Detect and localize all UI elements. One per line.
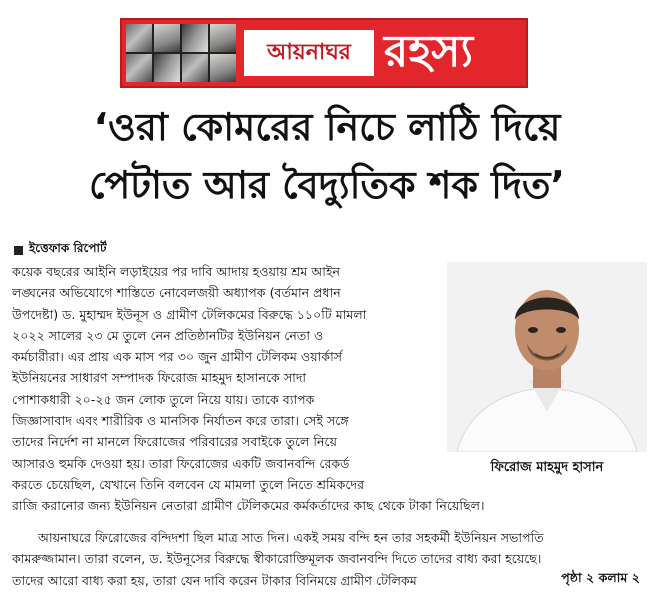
body-line: রাজি করানোর জন্য ইউনিয়ন নেতারা গ্রামীণ টেলিকমের কর্মকর্তাদের কাছ থেকে টাকা নিয়েছিল। xyxy=(12,498,485,514)
body-line: উপদেষ্টা) ড. মুহাম্মদ ইউনূস ও গ্রামীণ টেলিকমের বিরুদ্ধে ১১০টি মামলা xyxy=(12,306,367,322)
body-line: কামরুজ্জামান। তারা বলেন, ড. ইউনূসের বিরুদ্ধে স্বীকারোক্তিমূলক জবানবন্দি দিতে তাদের বাধ্য করা হয়েছে। xyxy=(12,551,542,567)
headline-line-1: ‘ওরা কোমরের নিচে লাঠি দিয়ে xyxy=(93,105,561,149)
body-line: কয়েক বছরের আইনি লড়াইয়ের পর দাবি আদায় হওয়ায় শ্রম আইন xyxy=(12,264,341,279)
photo-collage xyxy=(126,24,236,82)
headline xyxy=(20,98,634,214)
body-line: জিজ্ঞাসাবাদ এবং শারীরিক ও মানসিক নির্যাতন করে তারা। সেই সঙ্গে xyxy=(12,413,349,429)
masthead-prefix: আয়নাঘর xyxy=(267,39,351,65)
photo-caption: ফিরোজ মাহমুদ হাসান xyxy=(490,460,604,475)
byline-text: ইত্তেফাক রিপোর্ট xyxy=(29,241,107,255)
masthead-title: রহস্য xyxy=(384,25,474,77)
body-line: করতে চেয়েছিল, যেখানে তিনি বলবেন যে মামলা তুলে নিতে শ্রমিকদের xyxy=(12,476,365,492)
continuation-reference: পৃষ্ঠা ২ কলাম ২ xyxy=(555,570,640,590)
body-line: লঙ্ঘনের অভিযোগে শাস্তিতে নোবেলজয়ী অধ্যাপক (বর্তমান প্রধান xyxy=(12,285,341,301)
byline xyxy=(14,240,107,260)
body-line: কর্মচারীরা। এর প্রায় এক মাস পর ৩০ জুন গ্রামীণ টেলিকম ওয়ার্কার্স xyxy=(12,349,343,365)
body-line: ২০২২ সালের ২৩ মে তুলে নেন প্রতিষ্ঠানটির ইউনিয়ন নেতা ও xyxy=(12,327,324,343)
square-bullet-icon xyxy=(14,246,23,255)
portrait-photo xyxy=(447,262,647,452)
headline-line-2: পেটাত আর বৈদ্যুতিক শক দিত’ xyxy=(89,163,565,207)
body-line: পোশাকধারী ২০-২৫ জন লোক তুলে নিয়ে যায়। তাকে ব্যাপক xyxy=(12,391,315,407)
masthead-prefix-box xyxy=(244,30,374,76)
body-line: তাদের নির্দেশ না মানলে ফিরোজের পরিবারের সবাইকে তুলে নিয়ে xyxy=(12,434,338,450)
portrait-illustration xyxy=(447,262,647,452)
body-line: আসারও হুমকি দেওয়া হয়। তারা ফিরোজের একটি জবানবন্দি রেকর্ড xyxy=(12,455,350,471)
article-body xyxy=(12,261,485,517)
masthead-banner xyxy=(120,18,528,88)
body-line: ইউনিয়নের সাধারণ সম্পাদক ফিরোজ মাহমুদ হাসানকে সাদা xyxy=(12,370,307,386)
article-body-continued xyxy=(12,527,642,591)
body-line: আয়নাঘরে ফিরোজের বন্দিদশা ছিল মাত্র সাত দিন। একই সময় বন্দি হন তার সহকর্মী ইউনিয়ন সভাপতি xyxy=(38,530,544,545)
body-line: তাদের আরো বাধ্য করা হয়, তারা যেন দাবি করেন টাকার বিনিময়ে গ্রামীণ টেলিকম xyxy=(12,572,417,588)
